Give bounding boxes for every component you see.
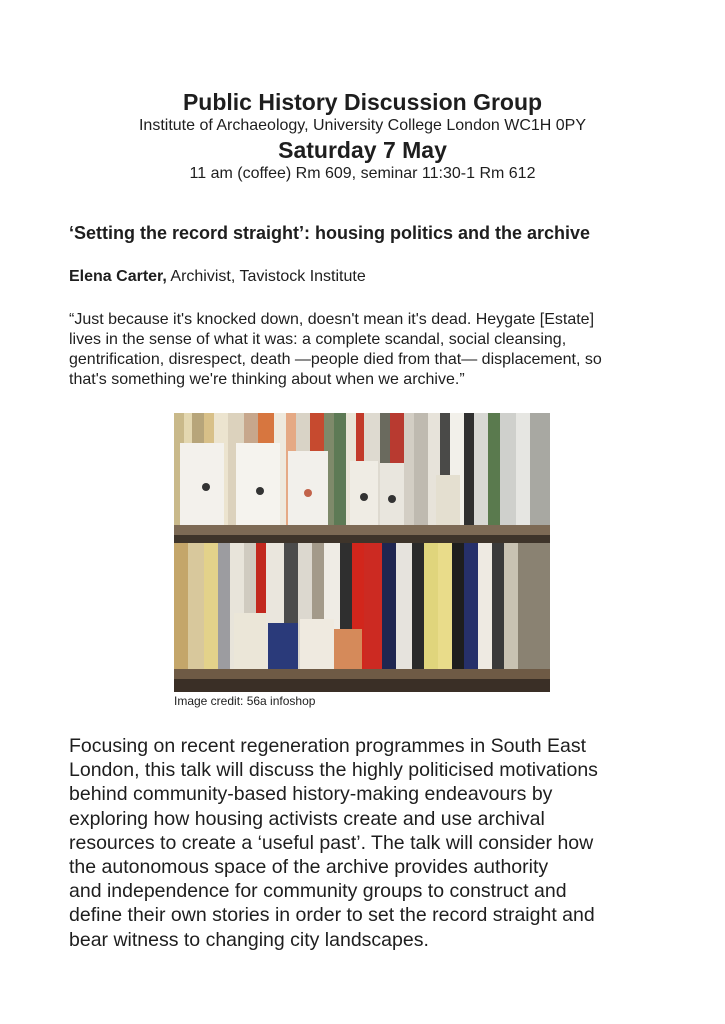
abstract-line: define their own stories in order to set the record straight and	[69, 904, 595, 927]
abstract-line: exploring how housing activists create and use archival	[69, 807, 545, 830]
abstract-line: resources to create a ‘useful past’. The talk will consider how	[69, 831, 594, 854]
event-time: 11 am (coffee) Rm 609, seminar 11:30-1 Rm 612	[189, 165, 536, 182]
speaker-line	[69, 267, 366, 287]
talk-abstract	[69, 734, 669, 952]
speaker-quote	[69, 310, 659, 390]
abstract-line: and independence for community groups to construct and	[69, 880, 567, 903]
bookshelf-illustration	[174, 413, 550, 692]
event-date: Saturday 7 May	[278, 137, 447, 163]
quote-line: that's something we're thinking about when we archive.”	[69, 371, 465, 388]
abstract-line: the autonomous space of the archive provides authority	[69, 856, 549, 879]
bookshelf-photo	[174, 413, 550, 692]
event-venue: Institute of Archaeology, University College London WC1H 0PY	[138, 117, 587, 134]
quote-line: “Just because it's knocked down, doesn't mean it's dead. Heygate [Estate]	[69, 311, 595, 328]
event-title: Public History Discussion Group	[182, 89, 543, 115]
image-credit: Image credit: 56a infoshop	[174, 694, 316, 708]
quote-line: lives in the sense of what it was: a complete scandal, social cleansing,	[69, 331, 567, 348]
abstract-line: behind community-based history-making endeavours by	[69, 783, 553, 806]
abstract-line: London, this talk will discuss the highly politicised motivations	[69, 759, 598, 782]
speaker-name: Elena Carter,	[69, 268, 167, 285]
speaker-role: Archivist, Tavistock Institute	[166, 268, 366, 285]
abstract-line: bear witness to changing city landscapes.	[69, 928, 429, 951]
abstract-line: Focusing on recent regeneration programmes in South East	[69, 735, 587, 757]
talk-title: ‘Setting the record straight’: housing politics and the archive	[69, 223, 591, 243]
quote-line: gentrification, disrespect, death —people died from that— displacement, so	[69, 351, 602, 368]
